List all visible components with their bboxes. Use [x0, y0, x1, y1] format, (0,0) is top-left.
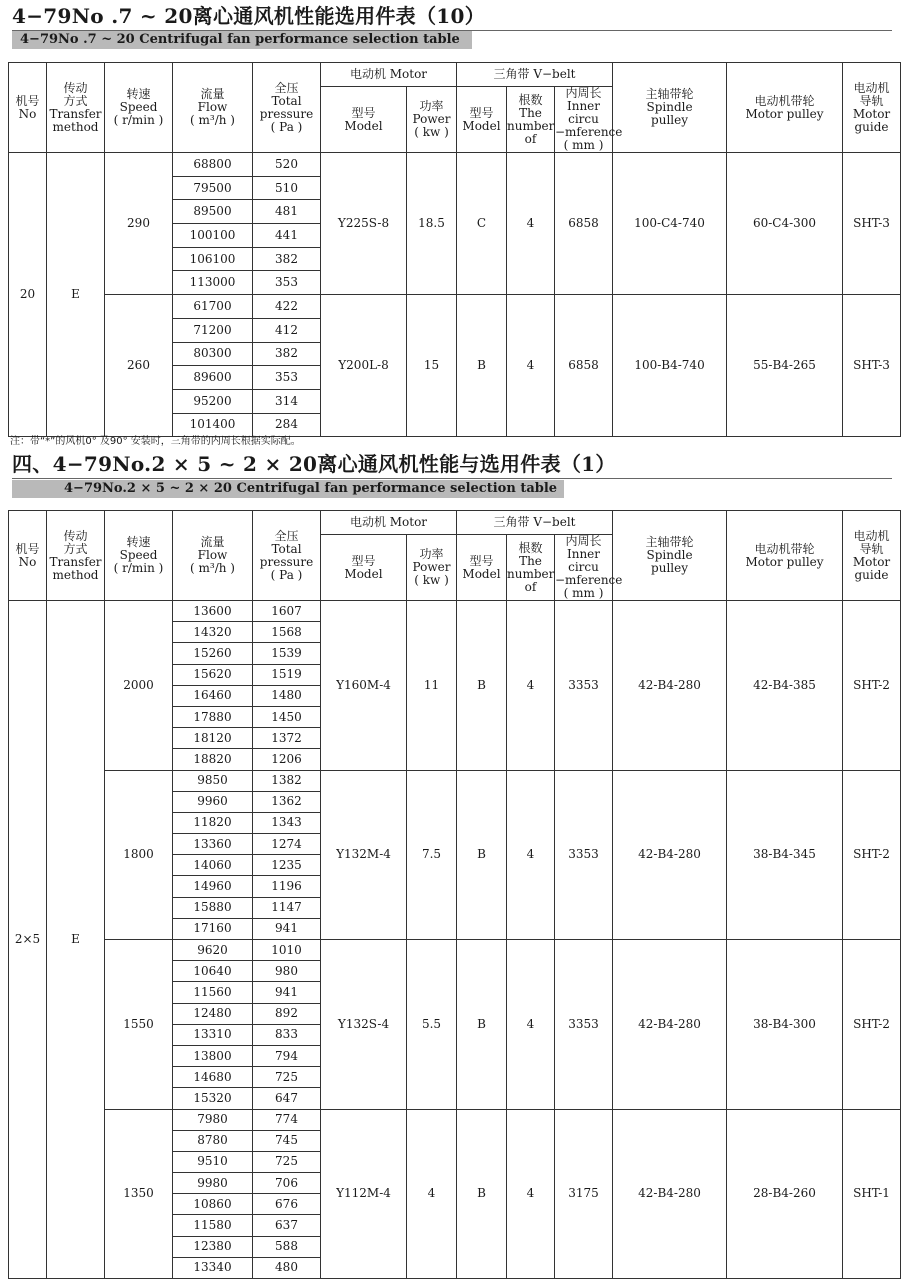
cell-pressure: 833: [253, 1024, 321, 1045]
table-row: [9, 770, 901, 791]
cell-spindle-pulley: 100-C4-740: [613, 153, 727, 295]
header-transfer: 传动 方式 Transfer method: [47, 63, 105, 153]
cell-pressure: 745: [253, 1130, 321, 1151]
cell-flow: 95200: [173, 389, 253, 413]
cell-belt-number: 4: [507, 770, 555, 940]
header-speed: 转速 Speed ( r/min ): [105, 511, 173, 601]
cell-pressure: 441: [253, 224, 321, 248]
cell-motor-guide: SHT-3: [843, 295, 901, 437]
cell-flow: 11560: [173, 982, 253, 1003]
cell-pressure: 510: [253, 176, 321, 200]
table-row: [9, 153, 901, 177]
cell-flow: 14060: [173, 855, 253, 876]
cell-pressure: 382: [253, 342, 321, 366]
section1-title: 4−79No .7 ~ 20离心通风机性能选用件表（10）: [12, 4, 486, 28]
cell-flow: 13800: [173, 1045, 253, 1066]
cell-pressure: 353: [253, 366, 321, 390]
cell-flow: 7980: [173, 1109, 253, 1130]
cell-power: 7.5: [407, 770, 457, 940]
header-motor: 电动机 Motor: [321, 63, 457, 87]
cell-pressure: 1372: [253, 728, 321, 749]
cell-flow: 15320: [173, 1088, 253, 1109]
cell-pressure: 774: [253, 1109, 321, 1130]
cell-belt-model: C: [457, 153, 507, 295]
cell-pressure: 1274: [253, 834, 321, 855]
cell-pressure: 676: [253, 1194, 321, 1215]
header-transfer: 传动 方式 Transfer method: [47, 511, 105, 601]
section2-rule: [12, 478, 892, 479]
cell-flow: 79500: [173, 176, 253, 200]
cell-motor-pulley: 38-B4-345: [727, 770, 843, 940]
cell-speed: 1350: [105, 1109, 173, 1279]
cell-flow: 17160: [173, 918, 253, 939]
cell-motor-model: Y132M-4: [321, 770, 407, 940]
cell-pressure: 1010: [253, 940, 321, 961]
cell-pressure: 1206: [253, 749, 321, 770]
cell-pressure: 1450: [253, 706, 321, 727]
cell-flow: 16460: [173, 685, 253, 706]
cell-belt-model: B: [457, 601, 507, 771]
cell-pressure: 647: [253, 1088, 321, 1109]
cell-motor-model: Y225S-8: [321, 153, 407, 295]
cell-pressure: 422: [253, 295, 321, 319]
cell-flow: 12480: [173, 1003, 253, 1024]
cell-power: 5.5: [407, 940, 457, 1110]
cell-inner-circumference: 3175: [555, 1109, 613, 1279]
cell-speed: 1800: [105, 770, 173, 940]
cell-motor-model: Y200L-8: [321, 295, 407, 437]
table-row: [9, 601, 901, 622]
header-pressure: 全压 Total pressure ( Pa ): [253, 63, 321, 153]
cell-flow: 11580: [173, 1215, 253, 1236]
section2-title: 四、4−79No.2 × 5 ~ 2 × 20离心通风机性能与选用件表（1）: [12, 452, 616, 476]
cell-speed: 1550: [105, 940, 173, 1110]
performance-table-2: [8, 510, 901, 1279]
cell-flow: 14680: [173, 1067, 253, 1088]
cell-flow: 9960: [173, 791, 253, 812]
header-motor-pulley: 电动机带轮 Motor pulley: [727, 511, 843, 601]
header-flow: 流量 Flow ( m³/h ): [173, 63, 253, 153]
header-motor: 电动机 Motor: [321, 511, 457, 535]
header-spindle: 主轴带轮 Spindle pulley: [613, 511, 727, 601]
cell-no: 20: [9, 153, 47, 437]
cell-pressure: 794: [253, 1045, 321, 1066]
cell-flow: 106100: [173, 247, 253, 271]
cell-motor-pulley: 42-B4-385: [727, 601, 843, 771]
cell-pressure: 1519: [253, 664, 321, 685]
cell-flow: 9850: [173, 770, 253, 791]
header-row: [9, 511, 901, 535]
header-inner-circumference: 内周长 Inner circu −mference ( mm ): [555, 86, 623, 152]
cell-pressure: 1382: [253, 770, 321, 791]
cell-inner-circumference: 3353: [555, 770, 613, 940]
cell-motor-pulley: 55-B4-265: [727, 295, 843, 437]
header-belt-number: 根数 The number of: [507, 535, 555, 601]
cell-flow: 15880: [173, 897, 253, 918]
cell-belt-number: 4: [507, 1109, 555, 1279]
cell-pressure: 1568: [253, 622, 321, 643]
header-flow: 流量 Flow ( m³/h ): [173, 511, 253, 601]
header-power: 功率 Power ( kw ): [407, 87, 457, 153]
header-motor-model: 型号 Model: [321, 535, 407, 601]
cell-flow: 71200: [173, 318, 253, 342]
cell-pressure: 892: [253, 1003, 321, 1024]
cell-pressure: 941: [253, 982, 321, 1003]
performance-table-1: [8, 62, 901, 437]
cell-belt-model: B: [457, 940, 507, 1110]
cell-motor-pulley: 60-C4-300: [727, 153, 843, 295]
cell-power: 11: [407, 601, 457, 771]
cell-speed: 260: [105, 295, 173, 437]
cell-flow: 113000: [173, 271, 253, 295]
cell-power: 15: [407, 295, 457, 437]
cell-flow: 17880: [173, 706, 253, 727]
cell-flow: 100100: [173, 224, 253, 248]
cell-flow: 10860: [173, 1194, 253, 1215]
cell-belt-model: B: [457, 1109, 507, 1279]
cell-belt-number: 4: [507, 295, 555, 437]
cell-belt-model: B: [457, 770, 507, 940]
cell-motor-model: Y160M-4: [321, 601, 407, 771]
cell-motor-guide: SHT-2: [843, 770, 901, 940]
cell-spindle-pulley: 100-B4-740: [613, 295, 727, 437]
cell-pressure: 980: [253, 961, 321, 982]
cell-flow: 18820: [173, 749, 253, 770]
cell-motor-model: Y112M-4: [321, 1109, 407, 1279]
cell-pressure: 706: [253, 1173, 321, 1194]
header-inner-circumference: 内周长 Inner circu −mference ( mm ): [555, 534, 623, 600]
table-row: [9, 940, 901, 961]
cell-flow: 14960: [173, 876, 253, 897]
cell-flow: 9510: [173, 1151, 253, 1172]
cell-speed: 290: [105, 153, 173, 295]
cell-belt-number: 4: [507, 940, 555, 1110]
cell-motor-pulley: 38-B4-300: [727, 940, 843, 1110]
cell-pressure: 412: [253, 318, 321, 342]
header-vbelt: 三角带 V−belt: [457, 63, 613, 87]
cell-inner-circumference: 6858: [555, 295, 613, 437]
cell-flow: 11820: [173, 812, 253, 833]
cell-pressure: 1480: [253, 685, 321, 706]
header-speed: 转速 Speed ( r/min ): [105, 63, 173, 153]
cell-flow: 89500: [173, 200, 253, 224]
cell-pressure: 725: [253, 1151, 321, 1172]
cell-spindle-pulley: 42-B4-280: [613, 601, 727, 771]
header-belt-model: 型号 Model: [457, 87, 507, 153]
cell-pressure: 1362: [253, 791, 321, 812]
cell-motor-pulley: 28-B4-260: [727, 1109, 843, 1279]
header-power: 功率 Power ( kw ): [407, 535, 457, 601]
cell-spindle-pulley: 42-B4-280: [613, 1109, 727, 1279]
cell-flow: 80300: [173, 342, 253, 366]
cell-pressure: 941: [253, 918, 321, 939]
cell-flow: 8780: [173, 1130, 253, 1151]
cell-pressure: 1607: [253, 601, 321, 622]
cell-flow: 68800: [173, 153, 253, 177]
cell-pressure: 481: [253, 200, 321, 224]
cell-speed: 2000: [105, 601, 173, 771]
cell-flow: 9620: [173, 940, 253, 961]
cell-motor-guide: SHT-2: [843, 601, 901, 771]
header-no: 机号 No: [9, 511, 47, 601]
header-no: 机号 No: [9, 63, 47, 153]
header-pressure: 全压 Total pressure ( Pa ): [253, 511, 321, 601]
cell-flow: 10640: [173, 961, 253, 982]
cell-inner-circumference: 3353: [555, 601, 613, 771]
cell-flow: 15260: [173, 643, 253, 664]
section1-subtitle: 4−79No .7 ~ 20 Centrifugal fan performance selection table: [12, 31, 472, 49]
cell-pressure: 480: [253, 1257, 321, 1278]
cell-motor-guide: SHT-2: [843, 940, 901, 1110]
header-motor-model: 型号 Model: [321, 87, 407, 153]
cell-motor-guide: SHT-3: [843, 153, 901, 295]
table-row: [9, 1109, 901, 1130]
cell-pressure: 637: [253, 1215, 321, 1236]
cell-inner-circumference: 3353: [555, 940, 613, 1110]
cell-flow: 89600: [173, 366, 253, 390]
cell-flow: 13360: [173, 834, 253, 855]
cell-flow: 101400: [173, 413, 253, 437]
section2-subtitle: 4−79No.2 × 5 ~ 2 × 20 Centrifugal fan performance selection table: [12, 480, 564, 498]
cell-pressure: 1147: [253, 897, 321, 918]
cell-pressure: 520: [253, 153, 321, 177]
cell-pressure: 314: [253, 389, 321, 413]
cell-pressure: 353: [253, 271, 321, 295]
cell-pressure: 284: [253, 413, 321, 437]
cell-no: 2×5: [9, 601, 47, 1279]
cell-motor-guide: SHT-1: [843, 1109, 901, 1279]
footnote: 注：带“*”的风机0° 及90° 安装时，三角带的内周长根据实际配。: [10, 436, 301, 447]
cell-pressure: 588: [253, 1236, 321, 1257]
cell-flow: 12380: [173, 1236, 253, 1257]
cell-spindle-pulley: 42-B4-280: [613, 770, 727, 940]
cell-inner-circumference: 6858: [555, 153, 613, 295]
header-belt-number: 根数 The number of: [507, 87, 555, 153]
cell-flow: 61700: [173, 295, 253, 319]
cell-pressure: 1539: [253, 643, 321, 664]
cell-flow: 15620: [173, 664, 253, 685]
cell-belt-number: 4: [507, 601, 555, 771]
header-guide: 电动机 导轨 Motor guide: [843, 63, 901, 153]
cell-power: 18.5: [407, 153, 457, 295]
cell-pressure: 382: [253, 247, 321, 271]
cell-motor-model: Y132S-4: [321, 940, 407, 1110]
cell-spindle-pulley: 42-B4-280: [613, 940, 727, 1110]
cell-transfer: E: [47, 153, 105, 437]
cell-flow: 13340: [173, 1257, 253, 1278]
cell-flow: 18120: [173, 728, 253, 749]
cell-flow: 9980: [173, 1173, 253, 1194]
header-guide: 电动机 导轨 Motor guide: [843, 511, 901, 601]
cell-flow: 14320: [173, 622, 253, 643]
cell-flow: 13310: [173, 1024, 253, 1045]
table-row: [9, 295, 901, 319]
cell-pressure: 1235: [253, 855, 321, 876]
header-spindle: 主轴带轮 Spindle pulley: [613, 63, 727, 153]
cell-flow: 13600: [173, 601, 253, 622]
cell-belt-model: B: [457, 295, 507, 437]
cell-transfer: E: [47, 601, 105, 1279]
cell-pressure: 1196: [253, 876, 321, 897]
cell-pressure: 1343: [253, 812, 321, 833]
header-row: [9, 63, 901, 87]
header-motor-pulley: 电动机带轮 Motor pulley: [727, 63, 843, 153]
cell-belt-number: 4: [507, 153, 555, 295]
header-belt-model: 型号 Model: [457, 535, 507, 601]
cell-power: 4: [407, 1109, 457, 1279]
header-vbelt: 三角带 V−belt: [457, 511, 613, 535]
cell-pressure: 725: [253, 1067, 321, 1088]
